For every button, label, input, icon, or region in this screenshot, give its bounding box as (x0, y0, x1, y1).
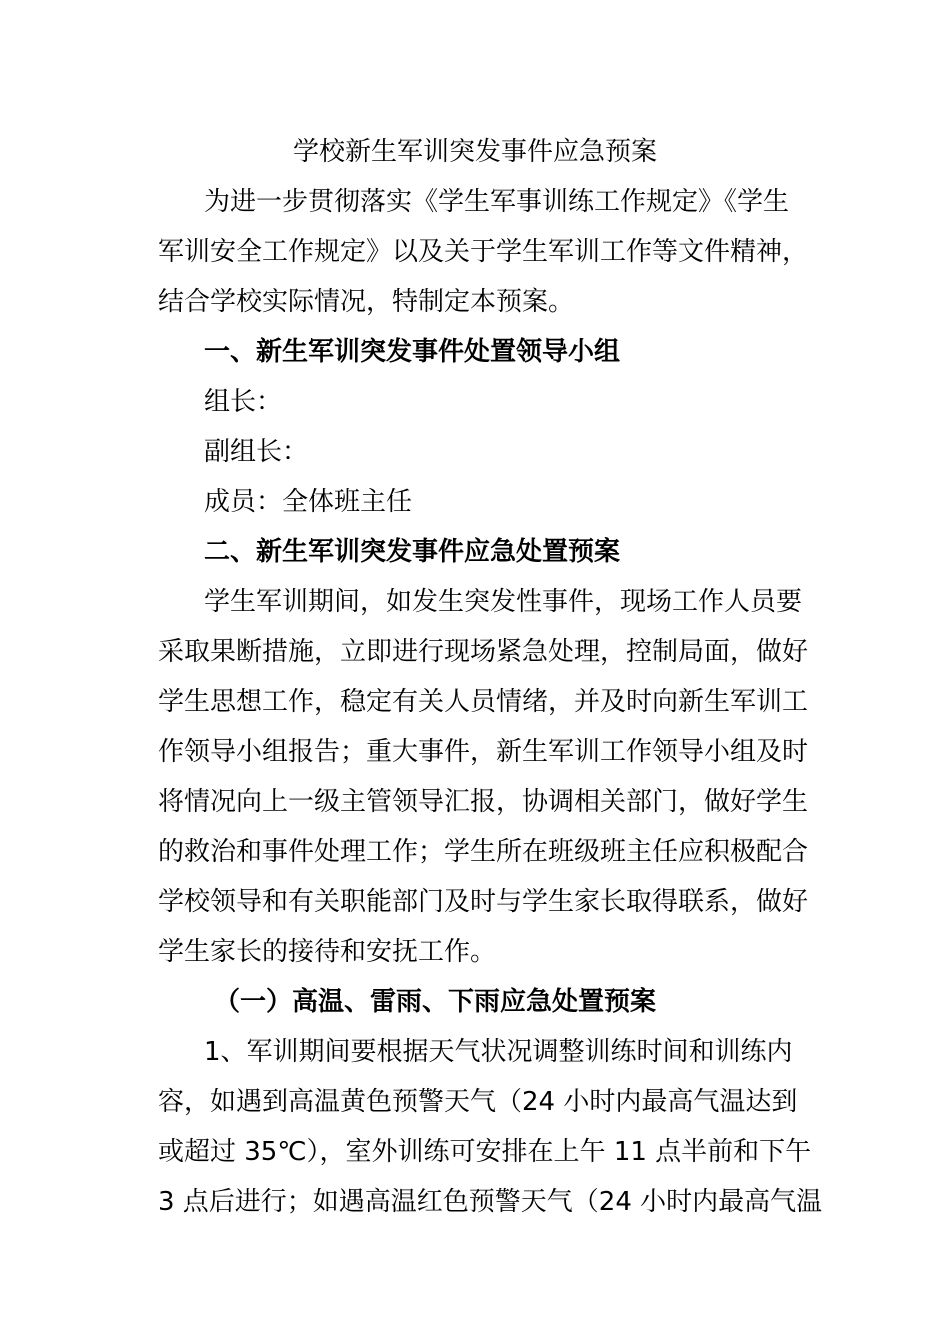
item1-line-2: 容，如遇到高温黄色预警天气（24 小时内最高气温达到 (158, 1087, 798, 1117)
section-heading-2: 二、新生军训突发事件应急处置预案 (204, 537, 621, 567)
intro-line-2: 军训安全工作规定》以及关于学生军训工作等文件精神， (158, 237, 809, 267)
intro-line-1: 为进一步贯彻落实《学生军事训练工作规定》《学生 (204, 187, 790, 217)
section2-line-2: 采取果断措施，立即进行现场紧急处理，控制局面，做好 (158, 637, 809, 667)
intro-line-3: 结合学校实际情况，特制定本预案。 (158, 287, 575, 317)
section2-line-1: 学生军训期间，如发生突发性事件，现场工作人员要 (204, 587, 803, 617)
members-line: 成员：全体班主任 (204, 487, 413, 517)
item1-line-1: 1、军训期间要根据天气状况调整训练时间和训练内 (204, 1037, 793, 1067)
section2-line-3: 学生思想工作，稳定有关人员情绪，并及时向新生军训工 (158, 687, 809, 717)
deputy-leader-line: 副组长： (204, 437, 309, 467)
subsection-heading-1: （一）高温、雷雨、下雨应急处置预案 (214, 987, 657, 1017)
document-title: 学校新生军训突发事件应急预案 (292, 137, 657, 167)
section2-line-4: 作领导小组报告；重大事件，新生军训工作领导小组及时 (158, 737, 809, 767)
section2-line-8: 学生家长的接待和安抚工作。 (158, 937, 497, 967)
section2-line-7: 学校领导和有关职能部门及时与学生家长取得联系，做好 (158, 887, 809, 917)
section2-line-5: 将情况向上一级主管领导汇报，协调相关部门，做好学生 (158, 787, 809, 817)
item1-line-3: 或超过 35℃），室外训练可安排在上午 11 点半前和下午 (158, 1137, 812, 1167)
item1-line-4: 3 点后进行；如遇高温红色预警天气（24 小时内最高气温 (158, 1187, 823, 1217)
section2-line-6: 的救治和事件处理工作；学生所在班级班主任应积极配合 (158, 837, 809, 867)
leader-line: 组长： (204, 387, 283, 417)
section-heading-1: 一、新生军训突发事件处置领导小组 (204, 337, 621, 367)
